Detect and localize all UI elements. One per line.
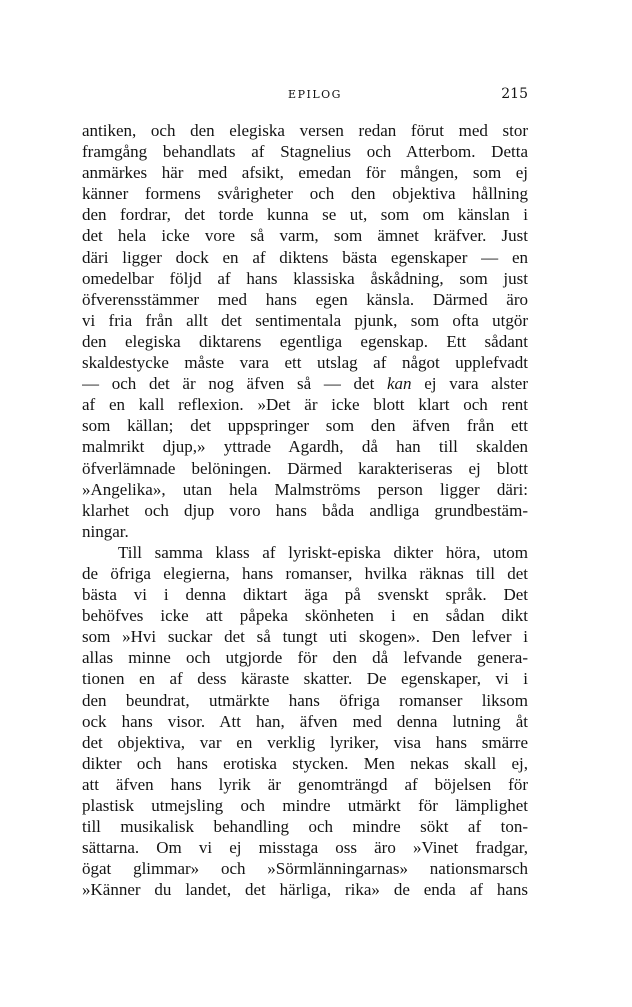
text-line: däri ligger dock en af diktens bästa egenskaper — en bbox=[82, 247, 528, 267]
text-line: känner formens svårigheter och den objektiva hållning bbox=[82, 184, 528, 204]
text-line: antiken, och den elegiska versen redan förut med stor bbox=[82, 121, 528, 140]
text-line: af en kall reflexion. »Det är icke blott klart och rent bbox=[82, 395, 528, 415]
text-line: »Känner du landet, det härliga, rika» de enda af hans bbox=[82, 880, 528, 900]
text-line: ningar. bbox=[82, 521, 129, 541]
text-line: anmärkes här med afsikt, emedan för mången, som ej bbox=[82, 163, 528, 183]
text-line: skaldestycke måste vara ett utslag af något upplefvadt bbox=[82, 353, 528, 373]
page-number: 215 bbox=[501, 86, 528, 102]
text-line: den elegiska diktarens egentliga egenskap. Ett sådant bbox=[82, 331, 528, 351]
text-line: malmrikt djup,» yttrade Agardh, då han till skalden bbox=[82, 437, 528, 457]
body-text bbox=[82, 120, 528, 900]
text-line: sättarna. Om vi ej misstaga oss äro »Vinet fradgar, bbox=[82, 838, 528, 858]
text-line: det hela icke vore så varm, som ämnet kräfver. Just bbox=[82, 226, 528, 246]
text-line: allas minne och utgjorde för den då lefvande genera- bbox=[82, 648, 528, 668]
text-line: de öfriga elegierna, hans romanser, hvilka räknas till det bbox=[82, 563, 528, 583]
text-line: dikter och hans erotiska stycken. Men nekas skall ej, bbox=[82, 753, 528, 773]
running-title: EPILOG bbox=[288, 88, 342, 101]
text-line: det objektiva, var en verklig lyriker, visa hans smärre bbox=[82, 732, 528, 752]
text-line: behöfves icke att påpeka skönheten i en sådan dikt bbox=[82, 606, 528, 626]
text-line: som »Hvi suckar det så tungt uti skogen». Den lefver i bbox=[82, 627, 528, 647]
text-line: tionen en af dess käraste skatter. De egenskaper, vi i bbox=[82, 669, 528, 689]
text-line: Till samma klass af lyriskt-episka dikter höra, utom bbox=[118, 542, 528, 562]
text-line: plastisk utmejsling och mindre utmärkt för lämplighet bbox=[82, 796, 528, 815]
text-line: »Angelika», utan hela Malmströms person ligger däri: bbox=[82, 479, 528, 499]
text-line: ögat glimmar» och »Sörmlänningarnas» nationsmarsch bbox=[82, 859, 528, 879]
text-line: framgång behandlats af Stagnelius och Atterbom. Detta bbox=[82, 142, 528, 162]
text-line: som källan; det uppspringer som den äfven från ett bbox=[82, 416, 528, 436]
text-line: — och det är nog äfven så — det kan ej vara alster bbox=[82, 374, 528, 394]
text-line: klarhet och djup voro hans båda andliga grundbestäm- bbox=[82, 500, 528, 520]
text-line: till musikalisk behandling och mindre sökt af ton- bbox=[82, 817, 528, 837]
text-line: ock hans visor. Att han, äfven med denna lutning åt bbox=[82, 711, 528, 731]
text-line: att äfven hans lyrik är genomträngd af böjelsen för bbox=[82, 774, 528, 794]
text-line: den fordrar, det torde kunna se ut, som om känslan i bbox=[82, 205, 528, 225]
text-line: öfverensstämmer med hans egen känsla. Därmed äro bbox=[82, 289, 528, 309]
text-line: öfverlämnade belöningen. Därmed karakteriseras ej blott bbox=[82, 458, 528, 478]
text-line: den beundrat, utmärkte hans öfriga romanser liksom bbox=[82, 690, 528, 710]
text-line: bästa vi i denna diktart äga på svenskt språk. Det bbox=[82, 585, 528, 605]
text-line: vi fria från allt det sentimentala pjunk, som ofta utgör bbox=[82, 310, 528, 330]
paragraph-2 bbox=[82, 542, 528, 901]
text-line: omedelbar följd af hans klassiska åskådning, som just bbox=[82, 268, 528, 288]
paragraph-1 bbox=[82, 120, 528, 542]
